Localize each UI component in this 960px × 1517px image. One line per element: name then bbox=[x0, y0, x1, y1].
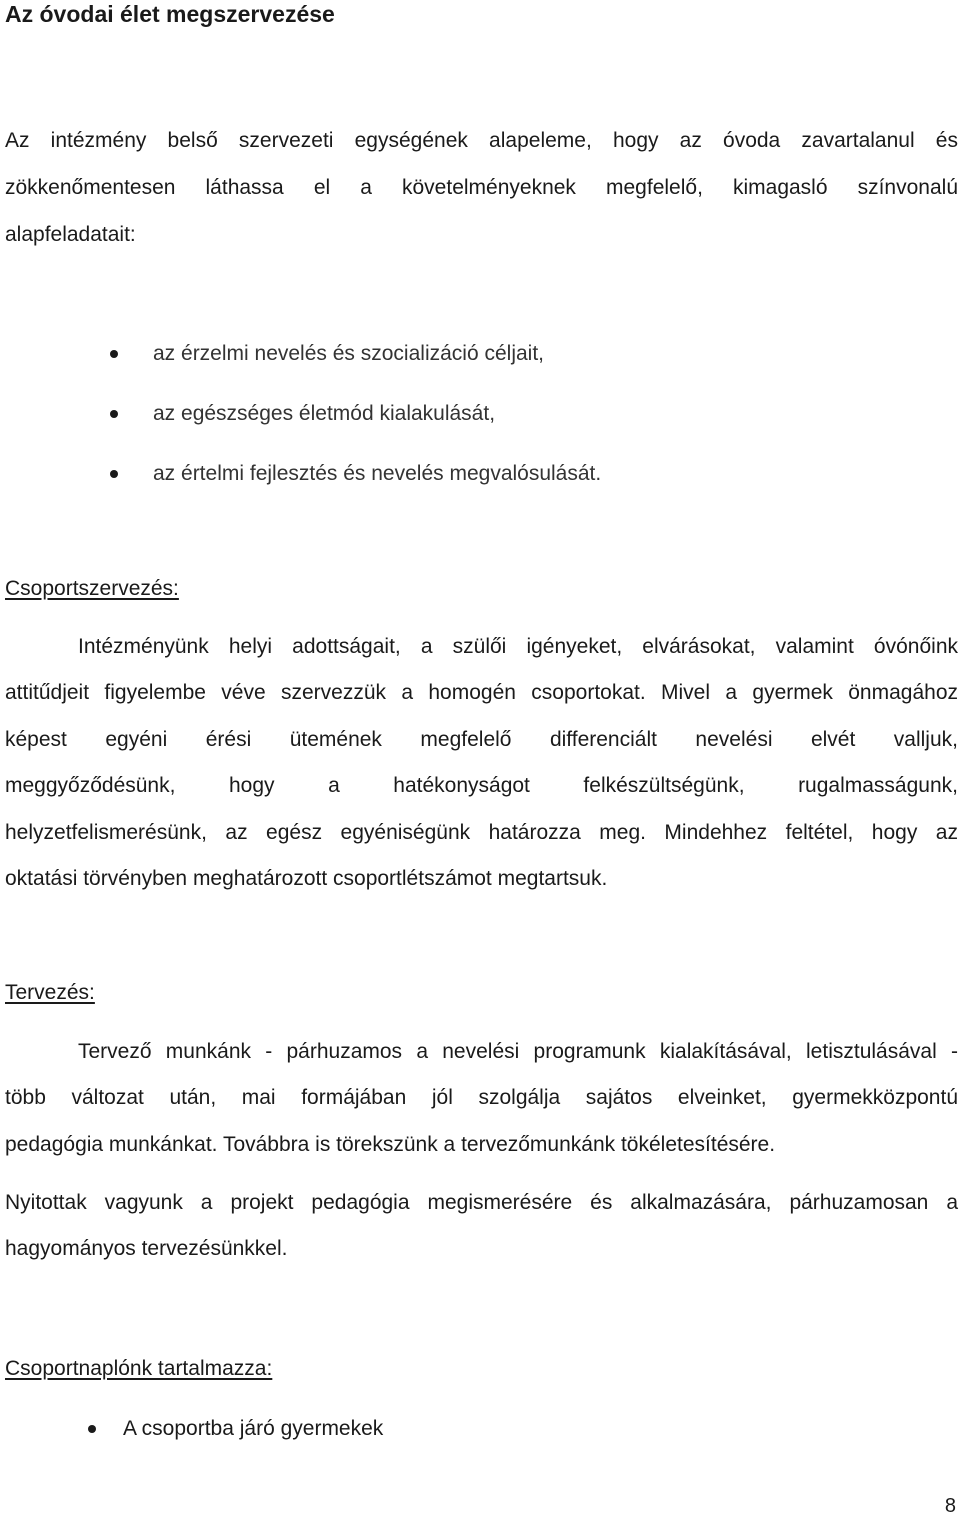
bullet-icon bbox=[110, 350, 118, 358]
bullet-icon bbox=[110, 410, 118, 418]
list-item: az értelmi fejlesztés és nevelés megvalósulását. bbox=[153, 462, 602, 485]
paragraph-line: meggyőződésünk, hogy a hatékonyságot felkészültségünk, rugalmasságunk, bbox=[5, 774, 958, 797]
page-title: Az óvodai élet megszervezése bbox=[5, 1, 335, 27]
paragraph-line: Tervező munkánk - párhuzamos a nevelési programunk kialakításával, letisztulásával - bbox=[78, 1040, 958, 1063]
list-item: az érzelmi nevelés és szocializáció céljait, bbox=[153, 342, 544, 365]
intro-line: Az intézmény belső szervezeti egységének alapeleme, hogy az óvoda zavartalanul és bbox=[5, 129, 958, 152]
section-heading-csoportszervezes: Csoportszervezés: bbox=[5, 577, 179, 600]
paragraph-line: hagyományos tervezésünkkel. bbox=[5, 1237, 288, 1260]
section-heading-csoportnaplo: Csoportnaplónk tartalmazza: bbox=[5, 1357, 273, 1380]
list-item: A csoportba járó gyermekek bbox=[123, 1417, 384, 1440]
paragraph-line: Intézményünk helyi adottságait, a szülői igényeket, elvárásokat, valamint óvónőink bbox=[78, 635, 958, 658]
bullet-icon bbox=[88, 1425, 96, 1433]
paragraph-line: oktatási törvényben meghatározott csoportlétszámot megtartsuk. bbox=[5, 867, 608, 890]
list-item: az egészséges életmód kialakulását, bbox=[153, 402, 496, 425]
section-heading-tervezes: Tervezés: bbox=[5, 981, 95, 1004]
intro-line: alapfeladatait: bbox=[5, 223, 136, 246]
bullet-icon bbox=[110, 470, 118, 478]
paragraph-line: helyzetfelismerésünk, az egész egyéniségünk határozza meg. Mindehhez feltétel, hogy az bbox=[5, 821, 958, 844]
paragraph-line: Nyitottak vagyunk a projekt pedagógia megismerésére és alkalmazására, párhuzamosan a bbox=[5, 1191, 958, 1214]
paragraph-line: több változat után, mai formájában jól szolgálja sajátos elveinket, gyermekközpontú bbox=[5, 1086, 958, 1109]
paragraph-line: pedagógia munkánkat. Továbbra is törekszünk a tervezőmunkánk tökéletesítésére. bbox=[5, 1133, 776, 1156]
intro-line: zökkenőmentesen láthassa el a követelményeknek megfelelő, kimagasló színvonalú bbox=[5, 176, 958, 199]
page-number: 8 bbox=[944, 1495, 956, 1517]
paragraph-line: képest egyéni érési ütemének megfelelő differenciált nevelési elvét valljuk, bbox=[5, 728, 958, 751]
paragraph-line: attitűdjeit figyelembe véve szervezzük a homogén csoportokat. Mivel a gyermek önmagához bbox=[5, 681, 958, 704]
